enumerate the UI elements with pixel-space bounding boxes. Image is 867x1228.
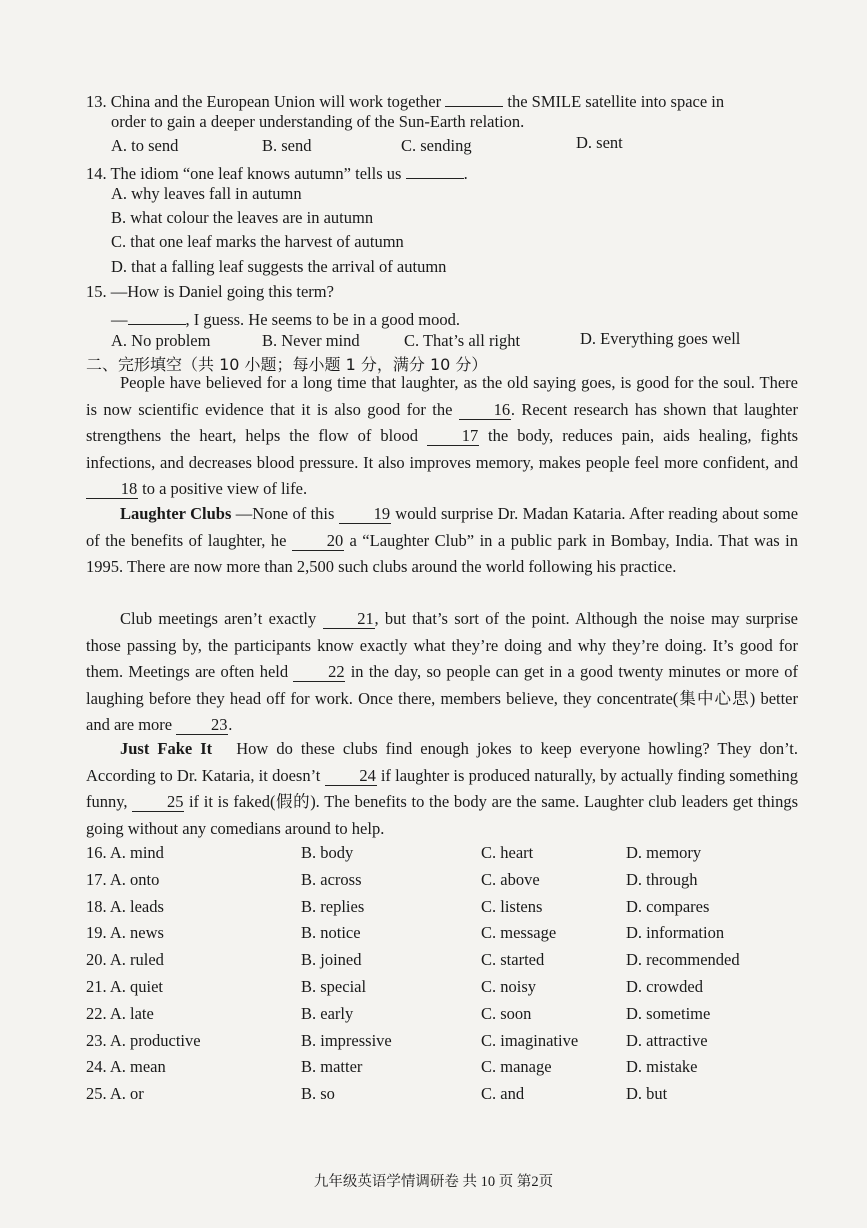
p1-text-d: to a positive view of life. [142,479,308,498]
option-q21-a: 21. A. quiet [86,977,163,996]
p3-text-b: , but that’s sort of the point. Although the noise may surprise those passing by, the participants know exactly what they’re doing and why they’re doing. It’s good for them. Meetings are often held [86,609,798,681]
option-q17-c: C. above [481,869,540,889]
question-13-stem-cont: order to gain a deeper understanding of the Sun-Earth relation. [111,112,525,131]
q14-option-b: B. what colour the leaves are in autumn [111,208,374,227]
q15-option-a: A. No problem [111,331,211,350]
option-q22-a: 22. A. late [86,1003,154,1023]
p2-text-c: a “Laughter Club” in a public park in Bombay, India. That was in 1995. There are now more than 2,500 such clubs around the world following his practice. [86,530,799,576]
q14-option-a: A. why leaves fall in autumn [111,184,302,203]
p2-text-a: —None of this [231,504,335,523]
cloze-blank-18: 18 [86,479,138,499]
option-q16-d: D. memory [626,843,702,862]
passage-paragraph-2 [86,501,798,581]
option-q25-b: B. so [301,1084,335,1104]
subheading-laughter-clubs: Laughter Clubs [120,504,232,523]
passage-paragraph-1 [86,370,798,503]
q13-option-c: C. sending [401,136,472,155]
option-q23-b: B. impressive [301,1030,392,1050]
p4-text-b: if laughter is produced naturally, by actually finding something funny, [86,765,799,811]
cloze-blank-19: 19 [339,504,391,524]
passage-paragraph-4 [86,736,798,842]
option-q19-a: 19. A. news [86,923,164,943]
option-q24-a: 24. A. mean [86,1057,166,1077]
option-q24-b: B. matter [301,1057,363,1077]
option-q16-c: C. heart [481,843,534,862]
cloze-blank-25: 25 [132,792,184,812]
q15-option-c: C. That’s all right [404,331,521,350]
p2-text-b: would surprise Dr. Madan Kataria. After reading about some of the benefits of laughter, he [86,504,799,550]
option-q25-a: 25. A. or [86,1084,144,1104]
option-q21-d: D. crowded [626,977,703,996]
question-14-stem: 14. The idiom “one leaf knows autumn” tells us . [86,159,468,185]
cloze-blank-17: 17 [427,426,479,446]
option-q17-b: B. across [301,869,362,889]
q13-option-d: D. sent [576,133,623,152]
p4-text-a: How do these clubs find enough jokes to keep everyone howling? They don’t. According to Dr. Kataria, it doesn’t [86,739,798,785]
option-q23-c: C. imaginative [481,1030,579,1050]
p3-text-d: . [228,715,233,734]
option-q25-d: D. but [626,1084,668,1104]
option-q20-a: 20. A. ruled [86,950,164,970]
answer-blank-14 [406,159,464,179]
cloze-blank-20: 20 [292,531,344,551]
p1-text-c: the body, reduces pain, aids healing, fights infections, and decreases blood pressure. It also improves memory, makes people feel more confident, and [86,426,799,472]
question-15-reply [111,305,460,331]
option-q20-d: D. recommended [626,950,740,970]
p1-text-a: People have believed for a long time that laughter, as the old saying goes, is good for the soul. There is now scientific evidence that it is also good for the [86,373,798,419]
answer-blank-15 [128,305,186,325]
q14-option-c: C. that one leaf marks the harvest of autumn [111,232,404,251]
section-2-heading: 二、完形填空（共 10 小题；每小题 1 分，满分 10 分） [86,355,488,374]
option-q22-b: B. early [301,1003,354,1023]
option-q19-b: B. notice [301,923,361,943]
option-q22-d: D. sometime [626,1003,711,1023]
q13-option-a: A. to send [111,136,179,155]
question-15-stem: 15. —How is Daniel going this term? [86,282,334,301]
p3-text-c: in the day, so people can get in a good twenty minutes or more of laughing before they head off for work. Once there, members believe, they concentrate(集中心思) better and are more [86,662,799,734]
p3-text-a: Club meetings aren’t exactly [120,609,317,628]
option-q16-a: 16. A. mind [86,843,164,862]
option-q17-a: 17. A. onto [86,869,160,889]
q13-option-b: B. send [262,136,312,155]
subheading-just-fake-it: Just Fake It [120,739,213,758]
q14-option-d: D. that a falling leaf suggests the arrival of autumn [111,257,447,276]
option-q19-c: C. message [481,923,557,943]
passage-paragraph-3 [86,606,798,739]
p4-text-c: if it is faked(假的). The benefits to the body are the same. Laughter club leaders get things going without any comedians around to help. [86,792,799,838]
option-q18-b: B. replies [301,896,365,916]
option-q18-c: C. listens [481,896,543,916]
option-q23-a: 23. A. productive [86,1030,201,1050]
cloze-blank-23: 23 [176,715,228,735]
cloze-blank-24: 24 [325,766,377,786]
cloze-blank-21: 21 [323,609,375,629]
option-q16-b: B. body [301,843,354,862]
option-q24-c: C. manage [481,1057,552,1077]
q15-dash: — [111,310,128,329]
option-q23-d: D. attractive [626,1030,708,1050]
option-q24-d: D. mistake [626,1057,698,1077]
option-q19-d: D. information [626,923,725,943]
cloze-blank-16: 16 [459,400,511,420]
q15-option-d: D. Everything goes well [580,329,741,348]
p1-text-b: . Recent research has shown that laughter strengthens the heart, helps the flow of blood [86,399,799,445]
option-q18-d: D. compares [626,896,710,916]
option-q21-c: C. noisy [481,977,537,996]
q15-reply-text: , I guess. He seems to be in a good mood. [185,310,460,329]
q14-text: 14. The idiom “one leaf knows autumn” tells us [86,164,402,183]
question-13-stem [86,87,724,113]
option-q17-d: D. through [626,869,698,889]
option-q21-b: B. special [301,977,367,996]
option-q22-c: C. soon [481,1003,532,1023]
option-q25-c: C. and [481,1084,525,1104]
cloze-blank-22: 22 [293,662,345,682]
q13-text-b: the SMILE satellite into space in [507,92,725,111]
q13-text-a: 13. China and the European Union will work together [86,92,442,111]
option-q20-b: B. joined [301,950,362,970]
q15-option-b: B. Never mind [262,331,360,350]
answer-blank-13 [445,87,503,107]
option-q18-a: 18. A. leads [86,896,164,916]
page-footer: 九年级英语学情调研卷 共 10 页 第2页 [313,1174,554,1190]
option-q20-c: C. started [481,950,545,970]
